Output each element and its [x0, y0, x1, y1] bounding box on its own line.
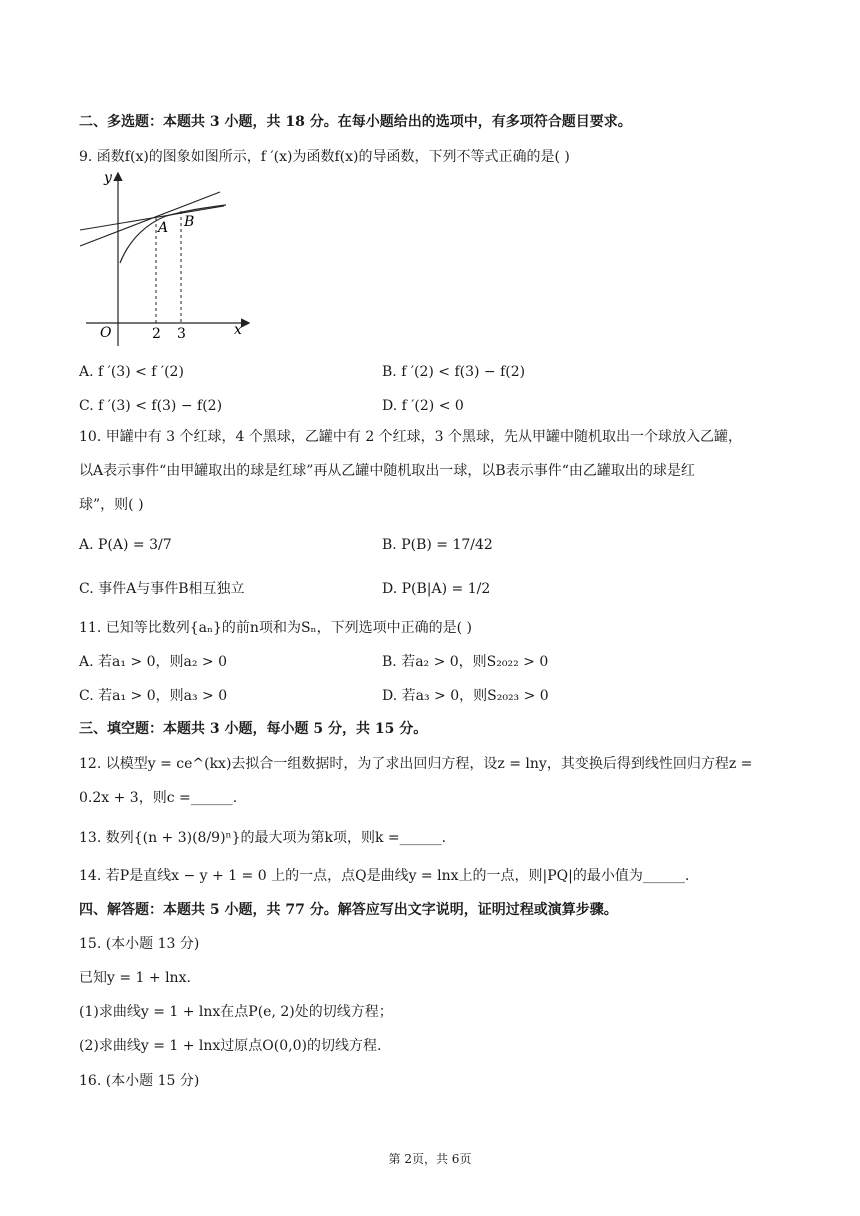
q10-option-c: C. 事件A与事件B相互独立 — [79, 581, 245, 597]
tangent-line-a — [80, 192, 220, 246]
question-10-line-3: 球”，则( ) — [79, 497, 144, 513]
question-9-stem: 9. 函数f(x)的图象如图所示，f ′(x)为函数f(x)的导函数，下列不等式正确的是( ) — [79, 149, 570, 165]
function-curve — [120, 205, 226, 263]
q11-option-d: D. 若a₃ > 0，则S₂₀₂₃ > 0 — [382, 688, 549, 704]
question-15-part-1: (1)求曲线y = 1 + lnx在点P(e, 2)处的切线方程； — [79, 1004, 393, 1020]
question-15-title: 15. (本小题 13 分) — [79, 936, 200, 952]
question-13-stem: 13. 数列{(n + 3)(8/9)ⁿ}的最大项为第k项，则k =______. — [79, 830, 447, 846]
tick-label-2: 2 — [152, 326, 161, 342]
q10-option-a: A. P(A) = 3/7 — [79, 537, 172, 553]
q11-option-c: C. 若a₁ > 0，则a₃ > 0 — [79, 688, 228, 704]
y-axis-label: y — [104, 170, 112, 186]
question-10-line-1: 10. 甲罐中有 3 个红球，4 个黑球，乙罐中有 2 个红球，3 个黑球，先从甲罐中随机取出一个球放入乙罐， — [79, 429, 743, 445]
question-15-given: 已知y = 1 + lnx. — [79, 970, 191, 986]
q9-option-b: B. f ′(2) < f(3) − f(2) — [382, 364, 526, 380]
tick-label-3: 3 — [177, 326, 186, 342]
question-15-part-2: (2)求曲线y = 1 + lnx过原点O(0,0)的切线方程. — [79, 1038, 382, 1054]
page-footer: 第 2页，共 6页 — [388, 1152, 472, 1166]
section-heading-solutions: 四、解答题：本题共 5 小题，共 77 分。解答应写出文字说明，证明过程或演算步骤。 — [79, 902, 618, 918]
question-16-title: 16. (本小题 15 分) — [79, 1073, 200, 1089]
q10-option-d: D. P(B|A) = 1/2 — [382, 581, 491, 597]
q11-option-a: A. 若a₁ > 0，则a₂ > 0 — [79, 654, 228, 670]
q9-option-a: A. f ′(3) < f ′(2) — [79, 364, 184, 380]
question-12-line-1: 12. 以模型y = ce^(kx)去拟合一组数据时，为了求出回归方程，设z = lny，其变换后得到线性回归方程z = — [79, 756, 753, 772]
q10-option-b: B. P(B) = 17/42 — [382, 537, 493, 553]
point-b-label: B — [184, 214, 195, 230]
q11-option-b: B. 若a₂ > 0，则S₂₀₂₂ > 0 — [382, 654, 549, 670]
point-a-label: A — [158, 220, 169, 236]
origin-label: O — [100, 325, 112, 341]
function-graph — [78, 168, 258, 350]
tangent-line-b — [80, 206, 224, 230]
q9-option-c: C. f ′(3) < f(3) − f(2) — [79, 398, 223, 414]
question-12-line-2: 0.2x + 3，则c =______. — [79, 790, 238, 806]
question-11-stem: 11. 已知等比数列{aₙ}的前n项和为Sₙ，下列选项中正确的是( ) — [79, 620, 472, 636]
x-axis-label: x — [234, 322, 242, 338]
section-heading-fill-in: 三、填空题：本题共 3 小题，每小题 5 分，共 15 分。 — [79, 721, 428, 737]
question-14-stem: 14. 若P是直线x − y + 1 = 0 上的一点，点Q是曲线y = lnx上的一点，则|PQ|的最小值为______. — [79, 868, 690, 884]
q9-option-d: D. f ′(2) < 0 — [382, 398, 464, 414]
question-10-line-2: 以A表示事件“由甲罐取出的球是红球”再从乙罐中随机取出一球，以B表示事件“由乙罐取出的球是红 — [79, 463, 695, 479]
section-heading-multiple-choice: 二、多选题：本题共 3 小题，共 18 分。在每小题给出的选项中，有多项符合题目要求。 — [79, 114, 632, 130]
